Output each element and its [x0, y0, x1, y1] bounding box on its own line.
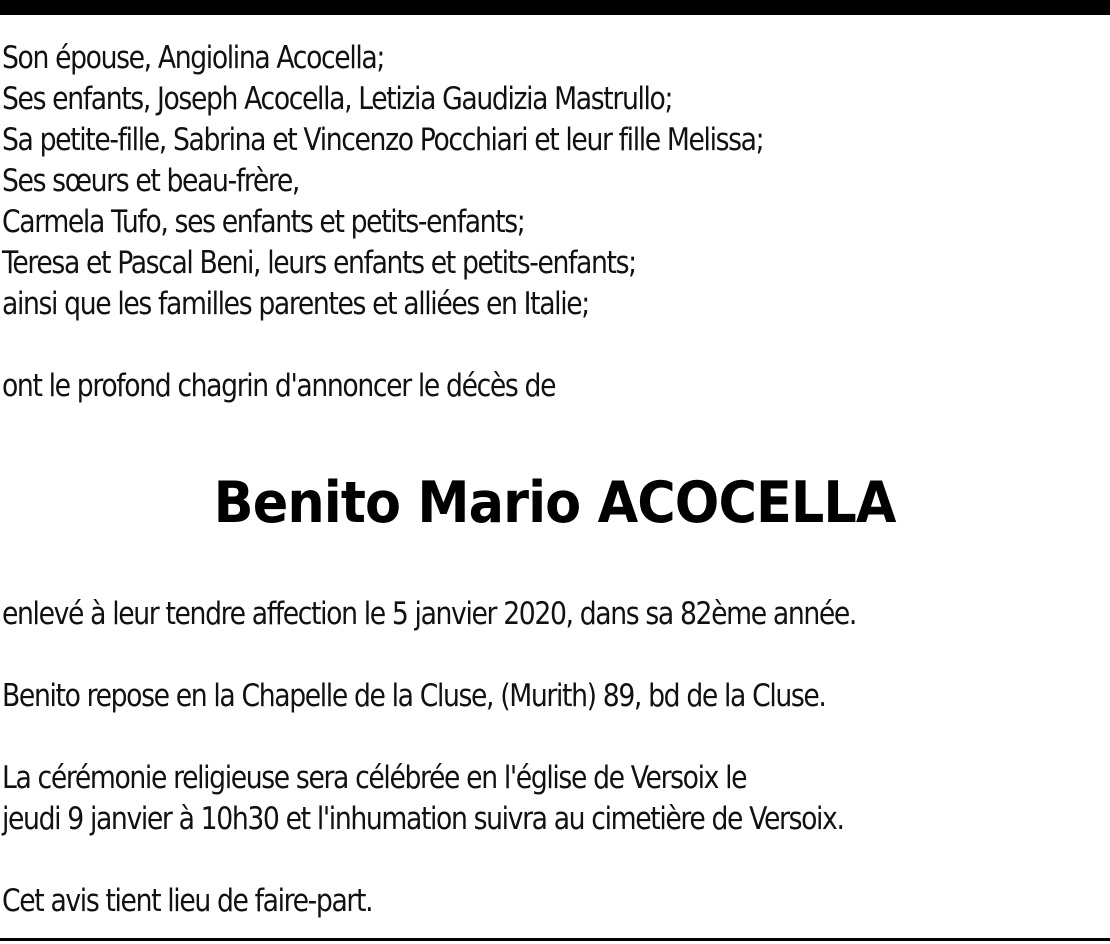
family-line: Teresa et Pascal Beni, leurs enfants et petits-enfants; [2, 245, 636, 281]
closing-text: Cet avis tient lieu de faire-part. [2, 883, 373, 919]
deceased-name: Benito Mario ACOCELLA [214, 470, 896, 536]
family-line: Ses sœurs et beau-frère, [2, 163, 299, 199]
family-line: Sa petite-fille, Sabrina et Vincenzo Pocchiari et leur fille Melissa; [2, 122, 764, 158]
family-line: Carmela Tufo, ses enfants et petits-enfants; [2, 204, 525, 240]
family-line: Ses enfants, Joseph Acocella, Letizia Gaudizia Mastrullo; [2, 81, 673, 117]
top-rule [0, 0, 1110, 15]
bottom-rule [0, 938, 1110, 941]
resting-place: Benito repose en la Chapelle de la Cluse, (Murith) 89, bd de la Cluse. [2, 678, 826, 714]
family-line: ainsi que les familles parentes et alliées en Italie; [2, 286, 589, 322]
death-info: enlevé à leur tendre affection le 5 janvier 2020, dans sa 82ème année. [2, 596, 857, 632]
ceremony-line: La cérémonie religieuse sera célébrée en l'église de Versoix le [2, 760, 747, 796]
ceremony-line: jeudi 9 janvier à 10h30 et l'inhumation suivra au cimetière de Versoix. [2, 801, 844, 837]
announcement-text: ont le profond chagrin d'annoncer le décès de [2, 368, 556, 404]
family-block [2, 38, 1102, 407]
details-block [2, 594, 1102, 922]
family-line: Son épouse, Angiolina Acocella; [2, 40, 384, 76]
